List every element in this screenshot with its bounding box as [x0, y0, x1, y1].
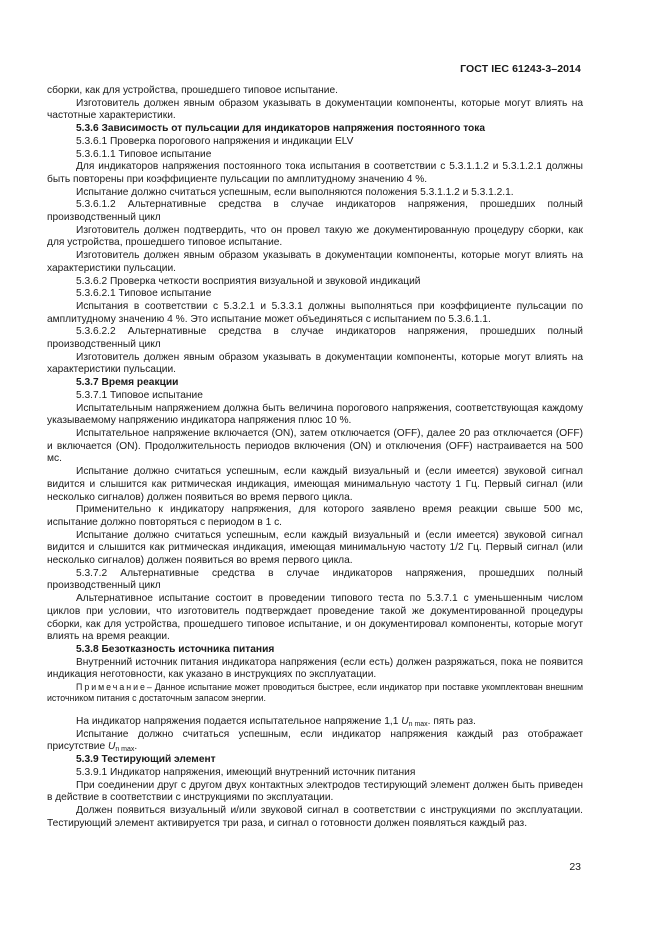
section-heading-5-3-9: 5.3.9 Тестирующий элемент — [76, 754, 216, 766]
paragraph: Изготовитель должен подтвердить, что он провел такую же документированную процедуру сборки, как для устройства, прошедшего типовое испытание. — [47, 224, 583, 249]
paragraph: Испытательное напряжение включается (ON), затем отключается (OFF), далее 20 раз отключается (OFF) и включается (ON). Продолжительность периодов включения (ON) и отключения (OFF) настраивается на 500 мс. — [47, 427, 583, 465]
subsection-title: 5.3.7.1 Типовое испытание — [76, 389, 203, 401]
subsection-title: 5.3.6.2 Проверка четкости восприятия визуальной и звуковой индикаций — [76, 275, 421, 287]
section-heading-5-3-8: 5.3.8 Безотказность источника питания — [76, 643, 275, 655]
section-heading-5-3-7: 5.3.7 Время реакции — [76, 377, 179, 389]
paragraph: Альтернативное испытание состоит в проведении типового теста по 5.3.7.1 с уменьшенным числом циклов при условии, что изготовитель подтверждает проведение такой же документированной процедуры сборки, как для устройства, прошедшего типовое испытание, и он документировал компоненты, которые могут влиять на время реакции. — [47, 593, 583, 643]
paragraph: Должен появиться визуальный и/или звуковой сигнал в соответствии с инструкциями по эксплуатации. Тестирующий элемент активируется три раза, и сигнал о готовности должен появляться каждый раз. — [47, 804, 583, 829]
document-header: ГОСТ IEC 61243-3–2014 — [460, 63, 581, 75]
subsection-title: 5.3.6.2.2 Альтернативные средства в случае индикаторов напряжения, прошедших полный производственный цикл — [47, 326, 583, 351]
voltage-symbol: U — [401, 716, 409, 728]
document-body — [47, 85, 583, 830]
paragraph: Внутренний источник питания индикатора напряжения (если есть) должен разряжаться, пока не появится индикация неготовности, как указано в инструкциях по эксплуатации. — [47, 656, 583, 681]
paragraph: При соединении друг с другом двух контактных электродов тестирующий элемент должен быть приведен в действие в соответствии с инструкциями по эксплуатации. — [47, 779, 583, 804]
paragraph: Испытание должно считаться успешным, если каждый визуальный и (если имеется) звуковой сигнал видится и слышится как ритмическая индикация, имеющая минимальную частоту 1 Гц. Первый сигнал (или несколько сигналов) должен появиться во время первого цикла. — [47, 466, 583, 503]
voltage-subscript: n max — [408, 721, 428, 729]
paragraph: Испытание должно считаться успешным, если выполняются положения 5.3.1.1.2 и 5.3.1.2.1. — [76, 186, 514, 198]
paragraph: Испытание должно считаться успешным, если каждый визуальный и (если имеется) звуковой сигнал видится и слышится как ритмическая индикация, имеющая минимальную частоту 1/2 Гц. Первый сигнал (или несколько сигналов) должен появиться во время первого цикла. — [47, 529, 583, 567]
subsection-title: 5.3.6.2.1 Типовое испытание — [76, 288, 212, 300]
paragraph: Испытание должно считаться успешным, если индикатор напряжения каждый раз отображает присутствие $U_{n max}$. — [47, 728, 583, 754]
note-text: – Данное испытание может проводиться быстрее, если индикатор при поставке укомплектован внешним источником питания с достаточным запасом энергии. — [47, 682, 583, 704]
subsection-title: 5.3.6.1.1 Типовое испытание — [76, 148, 212, 160]
note-label: Примечание — [76, 682, 147, 693]
paragraph: Изготовитель должен явным образом указывать в документации компоненты, которые могут влиять на характеристики пульсации. — [47, 351, 583, 376]
subsection-title: 5.3.9.1 Индикатор напряжения, имеющий внутренний источник питания — [76, 766, 416, 778]
paragraph: Для индикаторов напряжения постоянного тока испытания в соответствии с 5.3.1.1.2 и 5.3.1.2.1 должны быть повторены при коэффициенте пульсации по амплитудному значению 4 %. — [47, 161, 583, 185]
paragraph: Испытания в соответствии с 5.3.2.1 и 5.3.3.1 должны выполняться при коэффициенте пульсации по амплитудному значению 4 %. Это испытание может объединяться с испытанием по 5.3.6.1.1. — [47, 300, 583, 325]
voltage-symbol: U — [107, 741, 116, 753]
paragraph: На индикатор напряжения подается испытательное напряжение 1,1 $U_{n max}$. пять раз. — [76, 716, 476, 729]
section-heading-5-3-6: 5.3.6 Зависимость от пульсации для индикаторов напряжения постоянного тока — [76, 123, 486, 135]
page-number: 23 — [569, 861, 581, 873]
subsection-title: 5.3.6.1.2 Альтернативные средства в случае индикаторов напряжения, прошедших полный производственный цикл — [47, 199, 583, 224]
paragraph: Изготовитель должен явным образом указывать в документации компоненты, которые могут влиять на характеристики пульсации. — [47, 250, 583, 274]
subsection-title: 5.3.7.2 Альтернативные средства в случае индикаторов напряжения, прошедших полный производственный цикл — [47, 567, 583, 592]
paragraph: сборки, как для устройства, прошедшего типовое испытание. — [47, 85, 338, 96]
paragraph: Испытательным напряжением должна быть величина порогового напряжения, соответствующая каждому указываемому напряжению индикатора напряжения плюс 10 %. — [47, 402, 583, 427]
paragraph: Изготовитель должен явным образом указывать в документации компоненты, которые могут влиять на частотные характеристики. — [47, 97, 583, 122]
voltage-subscript: n max — [115, 746, 135, 754]
note — [47, 682, 583, 704]
paragraph: Применительно к индикатору напряжения, для которого заявлено время реакции свыше 500 мс, испытание должно повторяться с периодом в 1 с. — [47, 504, 583, 528]
subsection-title: 5.3.6.1 Проверка порогового напряжения и индикации ELV — [76, 135, 354, 147]
